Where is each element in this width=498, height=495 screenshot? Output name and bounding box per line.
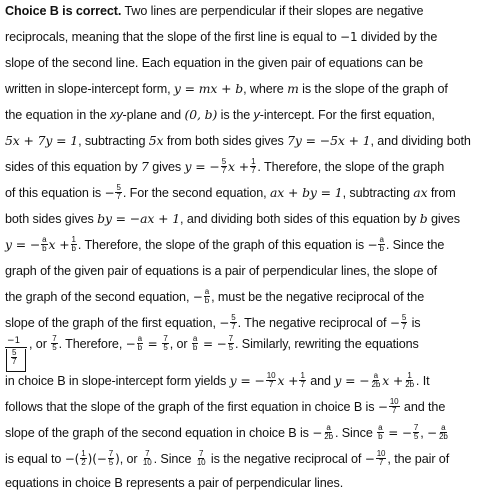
line-8 [5, 184, 456, 202]
text: from [427, 186, 456, 200]
text: slope of the second line. Each equation in the given pair of equations can be [5, 56, 423, 70]
text: . Therefore, the slope of the graph [257, 160, 445, 174]
text: . Since [334, 426, 377, 440]
text: gives [148, 160, 185, 174]
math: )(− [87, 452, 107, 466]
math: − [312, 426, 323, 440]
math: x + [382, 373, 404, 388]
fraction-bar [5, 347, 27, 348]
math: 5x + 7y = 1 [5, 133, 79, 148]
text: is the [217, 108, 254, 122]
math: − [219, 316, 230, 330]
text: is the negative reciprocal of [207, 452, 365, 466]
answer-heading: Choice B is correct. [5, 4, 122, 18]
fraction: $\frac{a}{b}$ [204, 287, 210, 306]
fraction: $\frac{7}{5}$ [163, 334, 168, 353]
math: 5x [148, 133, 164, 148]
math: by = −ax + 1 [97, 211, 181, 226]
fraction: $\frac{7}{5}$ [228, 334, 233, 353]
math: − [427, 426, 437, 440]
text: . Since the [385, 238, 445, 252]
math: 7y = −5x + 1 [287, 133, 371, 148]
fraction: $\frac{a}{b}$ [379, 235, 384, 254]
text: , [420, 426, 428, 440]
fraction: $\frac{10}{7}$ [376, 449, 386, 468]
line-12 [5, 288, 424, 306]
math: 7 [141, 159, 149, 174]
text: , and dividing both [370, 134, 471, 148]
math: ax + by = 1 [269, 185, 343, 200]
math: = − [384, 426, 412, 440]
fraction: $\frac{5}{7}$ [116, 183, 121, 202]
line-5 [5, 106, 435, 124]
fraction: $\frac{a}{b}$ [378, 423, 383, 442]
fraction: $\frac{a}{b}$ [192, 334, 198, 353]
line-19 [5, 474, 343, 492]
text: , must be the negative reciprocal of the [211, 290, 425, 304]
text: the equation in the [5, 108, 111, 122]
text: . Since [153, 452, 195, 466]
text: graph of the given pair of equations is a pair of perpendicular lines, the slope of [5, 264, 438, 278]
fraction: $\frac{a}{2b}$ [324, 423, 333, 442]
fraction: $\frac{1}{2}$ [81, 449, 86, 468]
text: xy [110, 108, 123, 122]
fraction: $\frac{5}{7}$ [401, 313, 407, 332]
line-16 [5, 398, 445, 416]
line-18 [5, 450, 449, 468]
math: x + [277, 373, 299, 388]
line-1 [5, 2, 423, 20]
text: , subtracting [342, 186, 414, 200]
math: − [389, 316, 400, 330]
math: −1 [340, 30, 358, 44]
text: , or [119, 452, 141, 466]
fraction: $\frac{7}{5}$ [108, 449, 114, 468]
math: y = − [5, 237, 41, 252]
text: gives [427, 212, 460, 226]
fraction: $\frac{a}{2b}$ [371, 371, 381, 390]
fraction: $\frac{1}{b}$ [71, 235, 76, 254]
text: , and dividing both sides of this equation by [180, 212, 420, 226]
text: , the pair of [387, 452, 450, 466]
text: . It [415, 374, 430, 388]
fraction: $\frac{10}{7}$ [389, 397, 399, 416]
fraction: $\frac{a}{2b}$ [438, 423, 448, 442]
text: sides of this equation by [5, 160, 142, 174]
math: (0, b) [184, 107, 218, 122]
text: equations in choice B represents a pair of perpendicular lines. [5, 476, 344, 490]
text: -plane and [122, 108, 185, 122]
math: m [287, 81, 299, 96]
text: and [306, 374, 335, 388]
math: − [377, 400, 388, 414]
math: − [364, 452, 375, 466]
math: ) [115, 452, 120, 466]
text: is the slope of the graph of [298, 82, 448, 96]
denominator-box [6, 349, 26, 372]
text: divided by the [357, 30, 438, 44]
text: -intercept. For the first equation, [259, 108, 435, 122]
text: y [253, 108, 260, 122]
line-4 [5, 80, 448, 98]
text: , where [243, 82, 288, 96]
fraction: $\frac{1}{2b}$ [405, 371, 414, 390]
compound-fraction [5, 336, 29, 366]
line-7 [5, 158, 444, 176]
fraction: $\frac{7}{5}$ [413, 423, 419, 442]
math: y = − [229, 373, 265, 388]
fraction: $\frac{10}{7}$ [266, 371, 276, 390]
line-14 [5, 336, 419, 374]
line-3 [5, 54, 423, 72]
text: . For the second equation, [122, 186, 270, 200]
fraction: $\frac{5}{7}$ [231, 313, 236, 332]
text: . Therefore, the slope of the graph of this equation is [77, 238, 368, 252]
math: ax [413, 185, 428, 200]
line-17 [5, 424, 450, 442]
text: slope of the graph of the second equation in choice B is [5, 426, 313, 440]
text: of this equation is [5, 186, 105, 200]
line-9 [5, 210, 460, 228]
text: . The negative reciprocal of [237, 316, 390, 330]
text: the graph of the second equation, [5, 290, 193, 304]
line-6 [5, 132, 471, 150]
text: and the [400, 400, 446, 414]
math: b [419, 211, 428, 226]
fraction: $\frac{a}{b}$ [137, 334, 142, 353]
text: reciprocals, meaning that the slope of the first line is equal to [5, 30, 341, 44]
text: written in slope-intercept form, [5, 82, 174, 96]
fraction: $\frac{7}{10}$ [196, 449, 206, 468]
text: in choice B in slope-intercept form yields [5, 374, 230, 388]
math: − [367, 238, 378, 252]
line-11 [5, 262, 437, 280]
math: y = mx + b [173, 81, 244, 96]
line-13 [5, 314, 420, 332]
math: − [192, 290, 203, 304]
math: −( [64, 452, 80, 466]
numerator: −1 [7, 336, 21, 346]
fraction: $\frac{1}{7}$ [300, 371, 305, 390]
fraction: $\frac{7}{5}$ [52, 334, 57, 353]
line-2 [5, 28, 437, 46]
math: y = − [184, 159, 220, 174]
text: from both sides gives [163, 134, 288, 148]
text: is equal to [5, 452, 65, 466]
math: y = − [334, 373, 370, 388]
fraction: $\frac{1}{7}$ [251, 157, 256, 176]
fraction: $\frac{5}{7}$ [12, 348, 17, 366]
text: Two lines are perpendicular if their slopes are negative [121, 4, 424, 18]
math: − [104, 186, 115, 200]
text: follows that the slope of the graph of the first equation in choice B is [5, 400, 378, 414]
text: slope of the graph of the first equation, [5, 316, 220, 330]
line-10 [5, 236, 444, 254]
math: x + [48, 237, 70, 252]
text: both sides gives [5, 212, 98, 226]
fraction: $\frac{7}{10}$ [142, 449, 152, 468]
text: , subtracting [78, 134, 149, 148]
fraction: $\frac{a}{b}$ [42, 235, 47, 254]
fraction: $\frac{5}{7}$ [221, 157, 227, 176]
line-15 [5, 372, 430, 390]
line-14-text: , or $\frac{7}{5}$ . Therefore, − $\frac{a}{b}$ = $\frac{7}{5}$ , or $\frac{a}{b}$ = − $\frac{7}{5}$ . Similarly, rewriting the equations [29, 334, 419, 353]
text: is [408, 316, 421, 330]
math: x + [228, 159, 250, 174]
